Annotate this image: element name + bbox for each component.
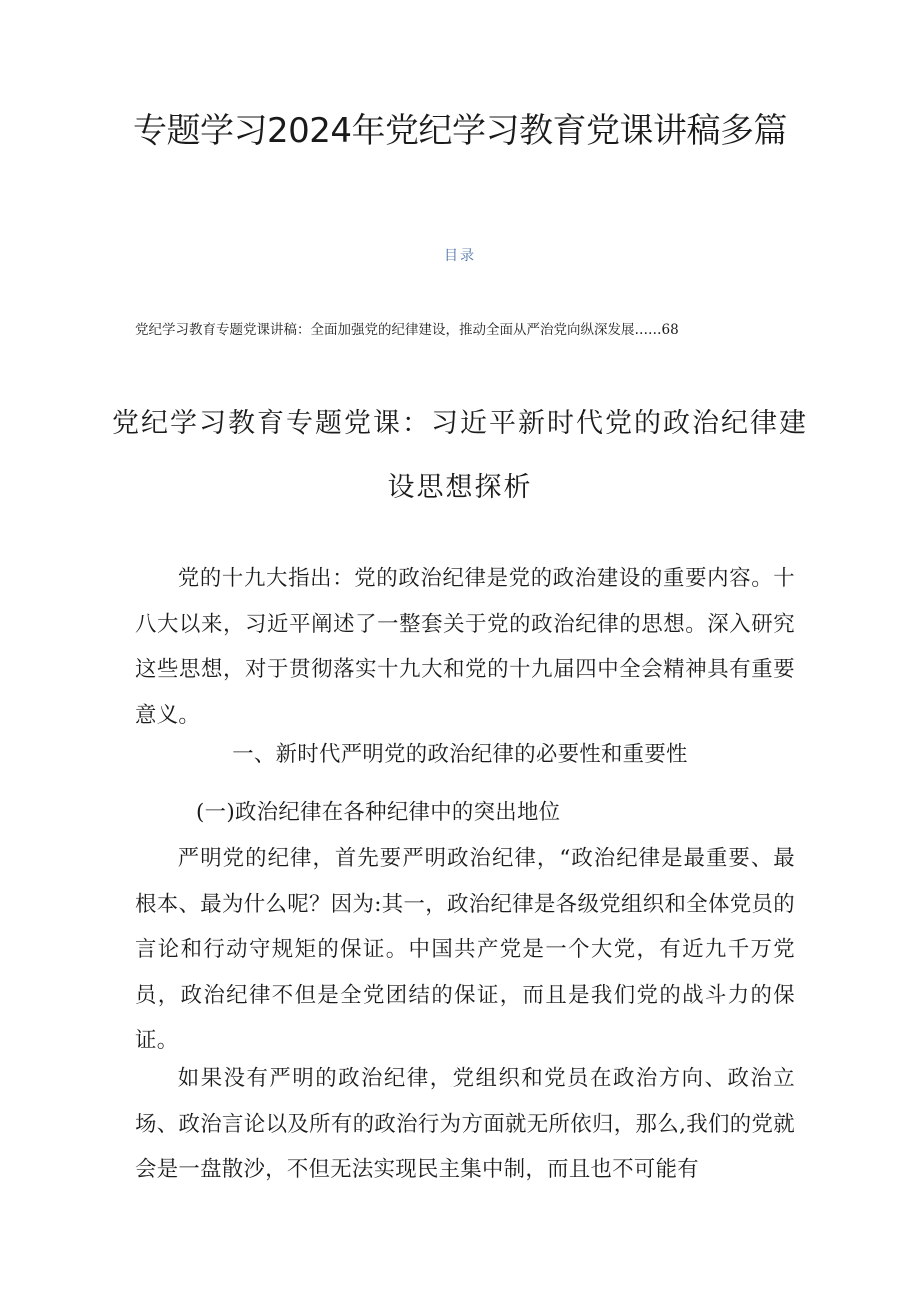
intro-paragraph: 党的十九大指出：党的政治纪律是党的政治建设的重要内容。十八大以来，习近平阐述了一整套关于党的政治纪律的思想。深入研究这些思想，对于贯彻落实十九大和党的十九届四中全会精神具有重要意义。	[135, 566, 795, 728]
toc-label: 目录	[444, 248, 476, 264]
body-paragraph-2: 如果没有严明的政治纪律，党组织和党员在政治方向、政治立场、政治言论以及所有的政治行为方面就无所依归，那么,我们的党就会是一盘散沙，不但无法实现民主集中制，而且也不可能有	[135, 1066, 795, 1182]
document-title: 专题学习2024年党纪学习教育党课讲稿多篇	[132, 111, 788, 151]
heading-level-2: (一)政治纪律在各种纪律中的突出地位	[196, 800, 561, 825]
body-paragraph-1: 严明党的纪律，首先要严明政治纪律，“政治纪律是最重要、最根本、最为什么呢？因为:其一，政治纪律是各级党组织和全体党员的言论和行动守规矩的保证。中国共产党是一个大党，有近九千万党员，政治纪律不但是全党团结的保证，而且是我们党的战斗力的保证。	[135, 846, 795, 1053]
toc-entry-leader: ……	[634, 322, 662, 338]
toc-entry-text: 党纪学习教育专题党课讲稿：全面加强党的纪律建设，推动全面从严治党向纵深发展	[135, 322, 635, 338]
heading-level-1: 一、新时代严明党的政治纪律的必要性和重要性	[232, 742, 688, 767]
toc-entry-link[interactable]	[135, 318, 795, 338]
toc-entry-page: 68	[661, 322, 679, 338]
section-title: 党纪学习教育专题党课：习近平新时代党的政治纪律建设思想探析	[112, 408, 808, 503]
